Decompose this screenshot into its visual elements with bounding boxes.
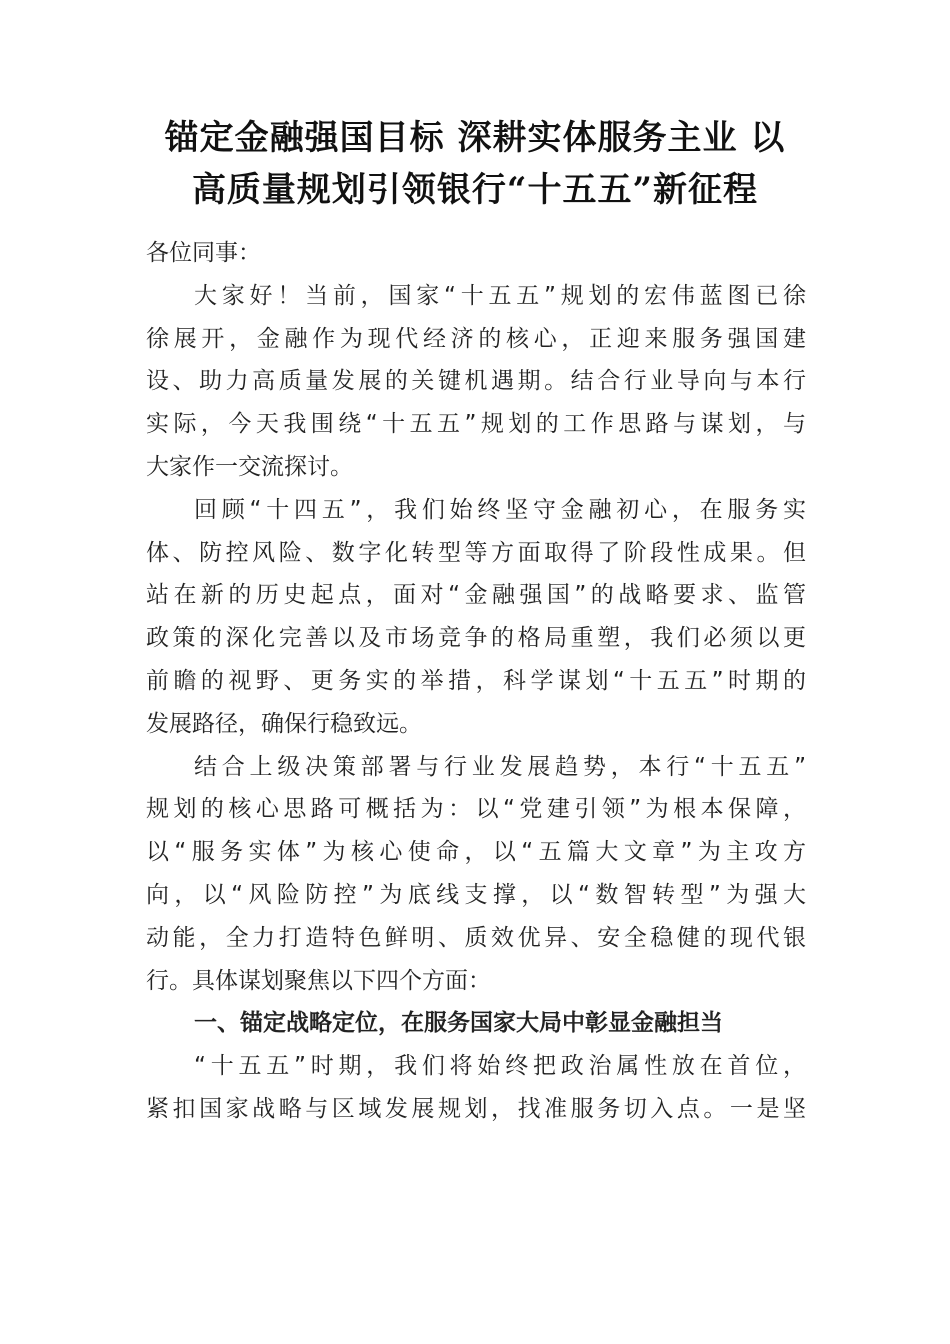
paragraph-greeting [146, 275, 806, 489]
paragraph-line: 设、助力高质量发展的关键机遇期。结合行业导向与本行 [146, 368, 806, 395]
paragraph-line: “十五五”时期，我们将始终把政治属性放在首位， [194, 1053, 806, 1080]
paragraph-line: 政策的深化完善以及市场竞争的格局重塑，我们必须以更 [146, 625, 806, 652]
salutation: 各位同事： [146, 240, 261, 266]
paragraph-section-1 [146, 1045, 806, 1131]
paragraph-line: 大家作一交流探讨。 [146, 453, 353, 480]
paragraph-line: 站在新的历史起点，面对“金融强国”的战略要求、监管 [146, 582, 806, 609]
paragraph-line: 规划的核心思路可概括为：以“党建引领”为根本保障， [146, 796, 806, 823]
paragraph-line: 徐展开，金融作为现代经济的核心，正迎来服务强国建 [146, 325, 806, 352]
paragraph-line: 回顾“十四五”，我们始终坚守金融初心，在服务实 [194, 496, 806, 523]
paragraph-line: 大家好！当前，国家“十五五”规划的宏伟蓝图已徐 [194, 282, 806, 309]
paragraph-line: 向，以“风险防控”为底线支撑，以“数智转型”为强大 [146, 881, 806, 908]
section-heading-1: 一、锚定战略定位，在服务国家大局中彰显金融担当 [194, 1010, 723, 1037]
paragraph-line: 以“服务实体”为核心使命，以“五篇大文章”为主攻方 [146, 839, 806, 866]
paragraph-core-idea [146, 746, 806, 1003]
paragraph-line: 紧扣国家战略与区域发展规划，找准服务切入点。一是坚 [146, 1095, 806, 1122]
document-title [120, 112, 830, 216]
document-body [146, 232, 806, 1131]
paragraph-review [146, 489, 806, 746]
paragraph-line: 实际，今天我围绕“十五五”规划的工作思路与谋划，与 [146, 411, 806, 438]
paragraph-line: 结合上级决策部署与行业发展趋势，本行“十五五” [194, 753, 806, 780]
title-line-2: 高质量规划引领银行“十五五”新征程 [191, 170, 759, 210]
paragraph-line: 发展路径，确保行稳致远。 [146, 710, 422, 737]
paragraph-line: 动能，全力打造特色鲜明、质效优异、安全稳健的现代银 [146, 924, 806, 951]
title-line-1: 锚定金融强国目标 深耕实体服务主业 以 [164, 118, 786, 158]
paragraph-line: 前瞻的视野、更务实的举措，科学谋划“十五五”时期的 [146, 667, 806, 694]
paragraph-line: 行。具体谋划聚焦以下四个方面： [146, 967, 491, 994]
paragraph-line: 体、防控风险、数字化转型等方面取得了阶段性成果。但 [146, 539, 806, 566]
